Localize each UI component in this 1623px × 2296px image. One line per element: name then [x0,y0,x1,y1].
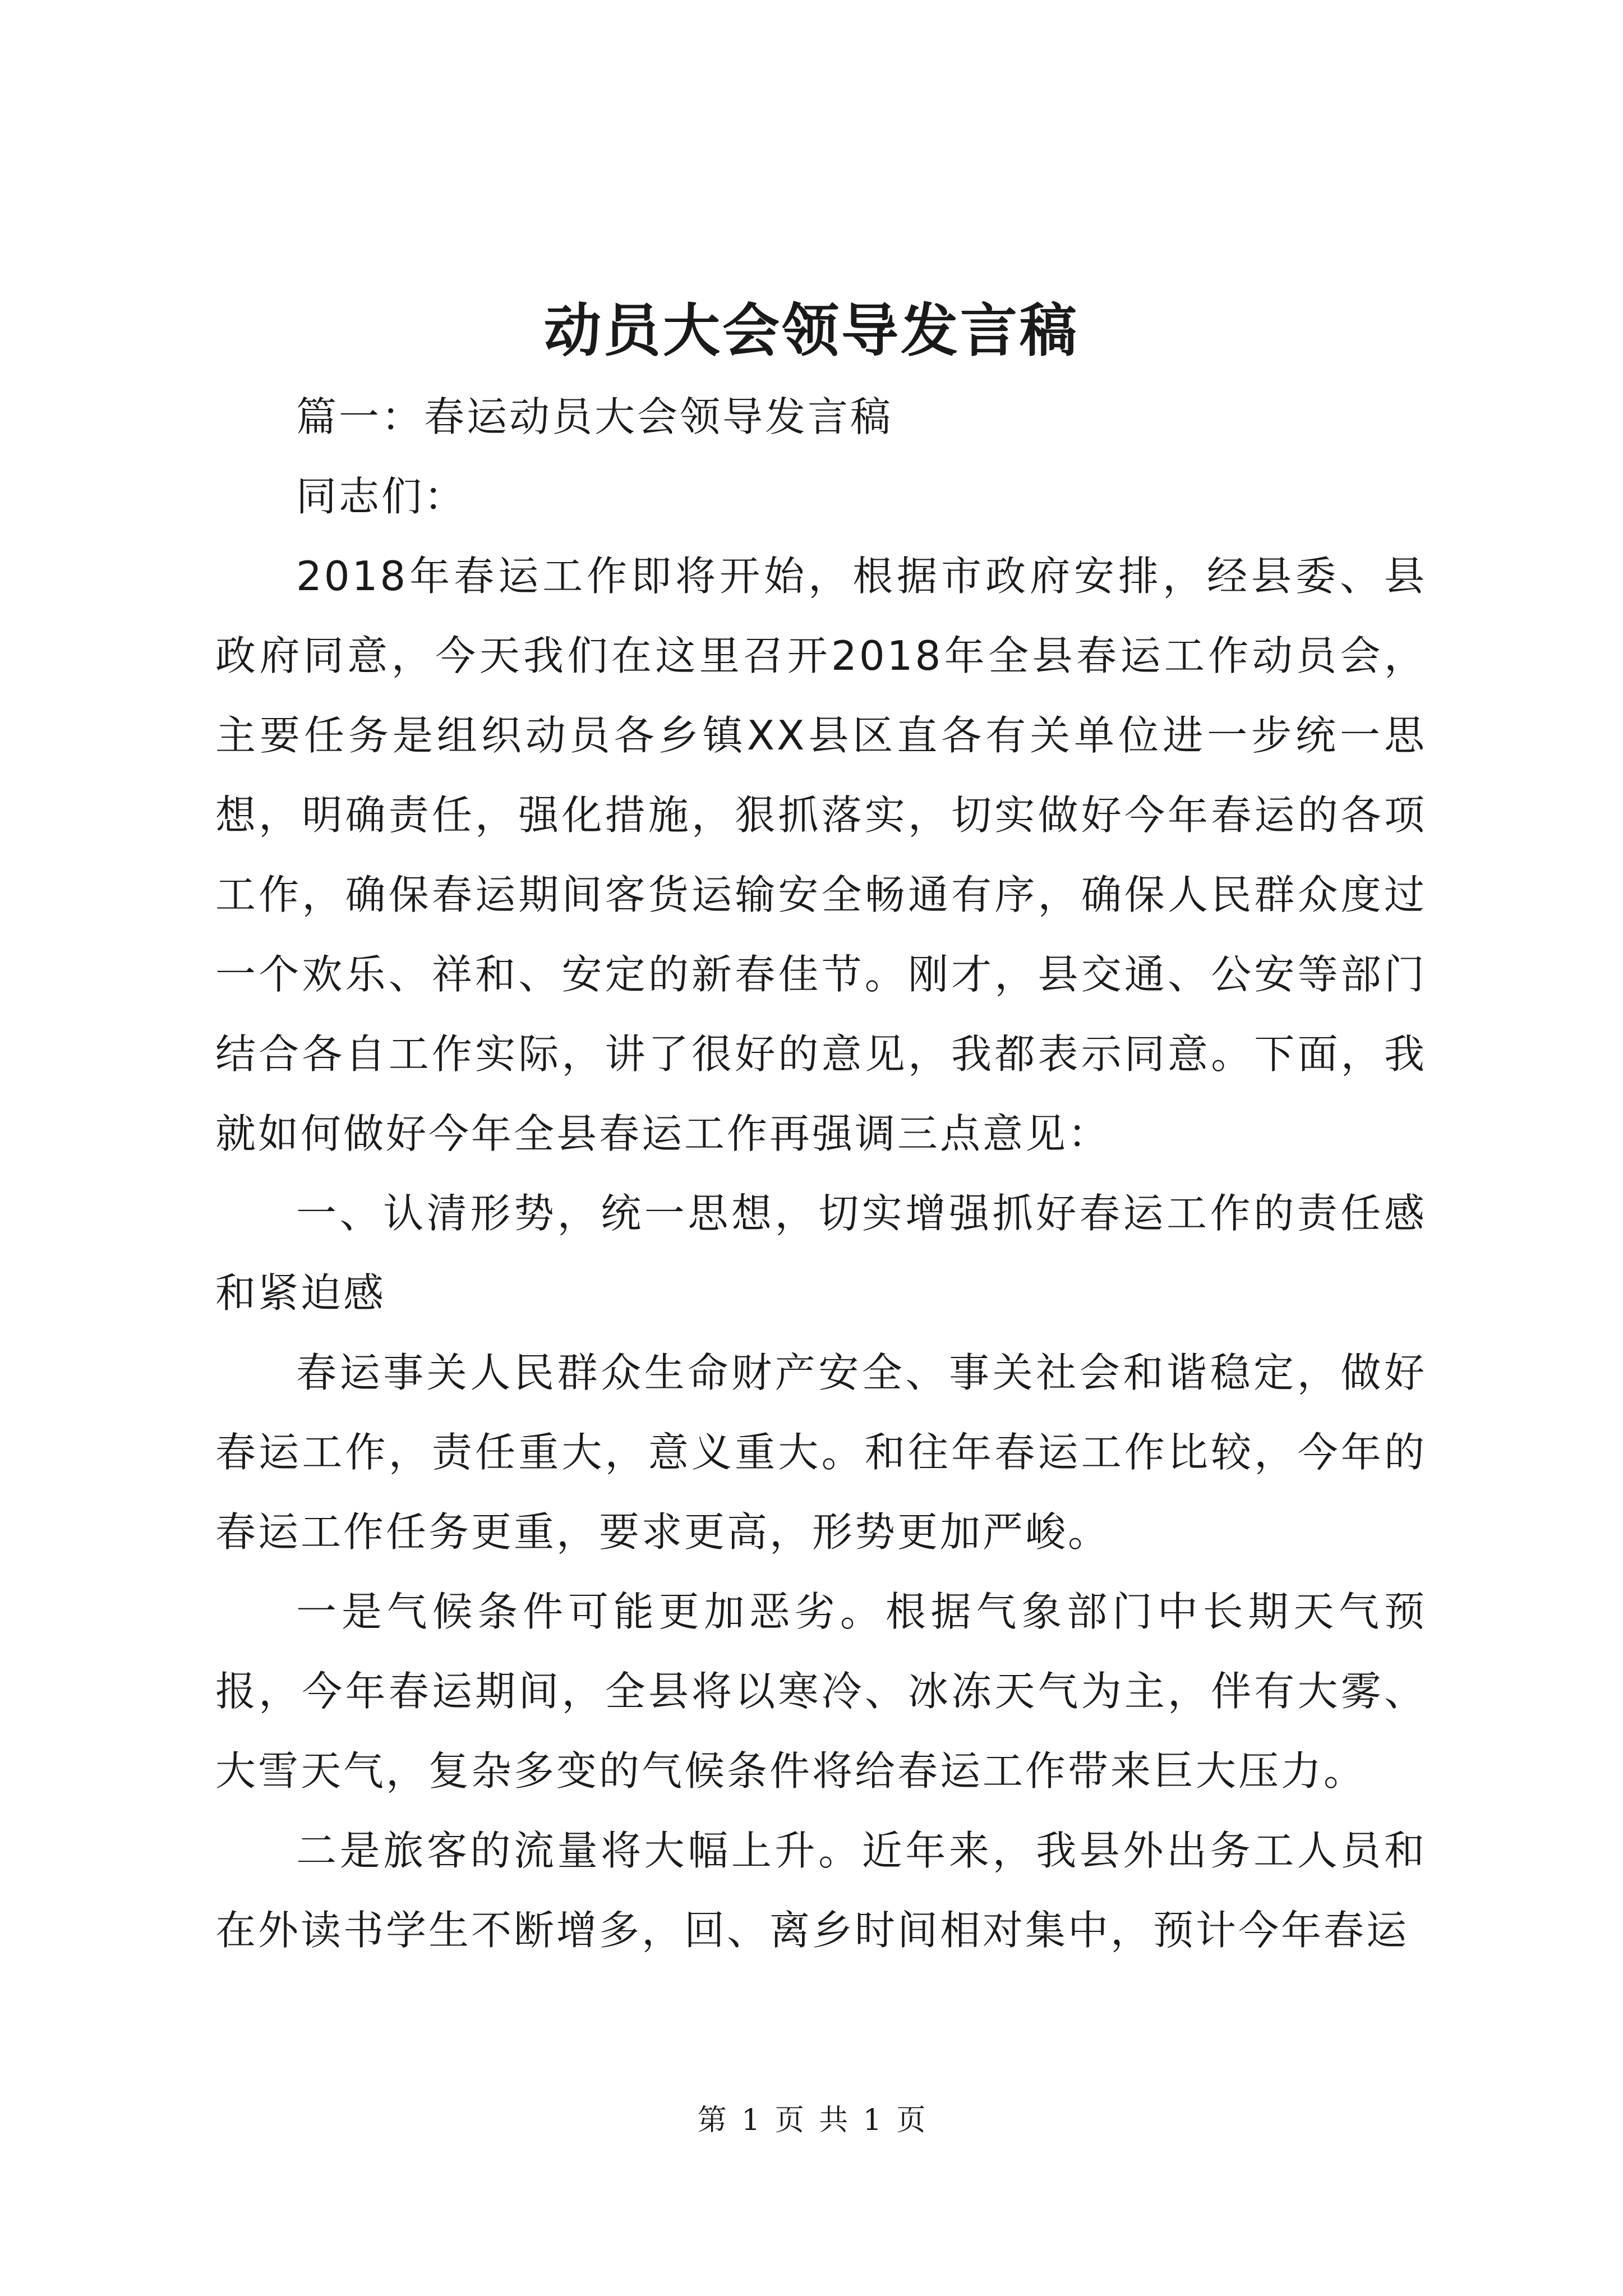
document-body [215,377,1427,1970]
body-paragraph: 春运事关人民群众生命财产安全、事关社会和谐稳定，做好春运工作，责任重大，意义重大。和往年春运工作比较，今年的春运工作任务更重，要求更高，形势更加严峻。 [215,1349,1427,1556]
body-paragraph: 二是旅客的流量将大幅上升。近年来，我县外出务工人员和在外读书学生不断增多，回、离乡时间相对集中，预计今年春运 [215,1827,1427,1954]
document-title: 动员大会领导发言稿 [544,297,1079,365]
body-paragraph: 一是气候条件可能更加恶劣。根据气象部门中长期天气预报，今年春运期间，全县将以寒冷、冰冻天气为主，伴有大雾、大雪天气，复杂多变的气候条件将给春运工作带来巨大压力。 [215,1588,1427,1795]
body-paragraph: 2018年春运工作即将开始，根据市政府安排，经县委、县政府同意，今天我们在这里召开2018年全县春运工作动员会，主要任务是组织动员各乡镇XX县区直各有关单位进一步统一思想，明确责任，强化措施，狠抓落实，切实做好今年春运的各项工作，确保春运期间客货运输安全畅通有序，确保人民群众度过一个欢乐、祥和、安定的新春佳节。刚才，县交通、公安等部门结合各自工作实际，讲了很好的意见，我都表示同意。下面，我就如何做好今年全县春运工作再强调三点意见： [215,553,1427,1157]
salutation: 同志们： [296,473,467,520]
page-footer: 第 1 页 共 1 页 [697,2104,926,2137]
body-paragraph: 一、认清形势，统一思想，切实增强抓好春运工作的责任感和紧迫感 [215,1190,1427,1317]
section-heading: 篇一：春运动员大会领导发言稿 [296,393,893,440]
